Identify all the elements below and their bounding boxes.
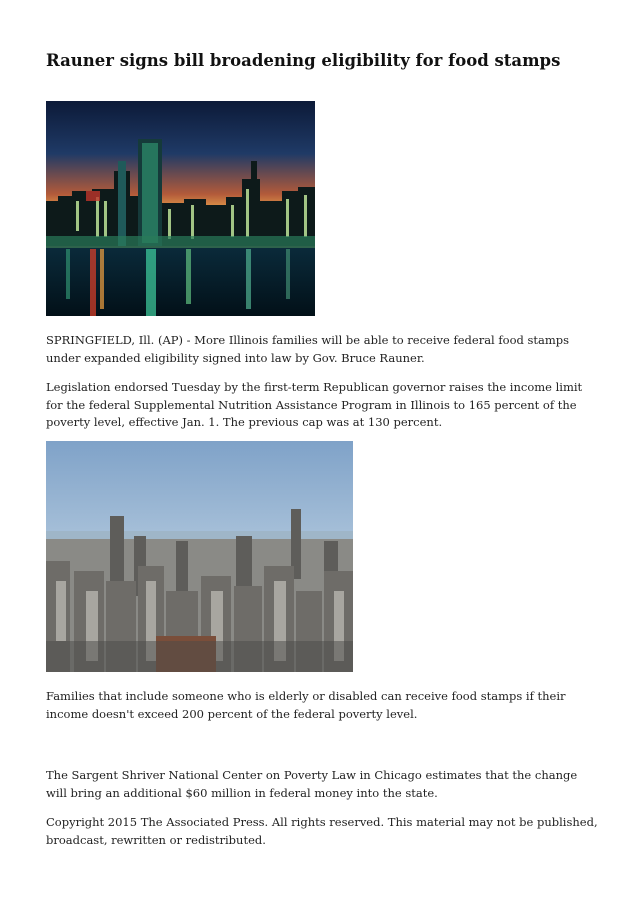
- paragraph: SPRINGFIELD, Ill. (AP) - More Illinois families will be able to receive federal food stamps under expanded eligibility signed into law by Gov. Bruce Rauner.: [46, 333, 570, 365]
- chicago-aerial-day-photo: [46, 441, 353, 672]
- paragraph: Legislation endorsed Tuesday by the first-term Republican governor raises the income limit for the federal Supplemental Nutrition Assistance Program in Illinois to 165 percent of the poverty level, effective Jan. 1. The previous cap was at 130 percent.: [46, 380, 583, 429]
- paragraph: Families that include someone who is elderly or disabled can receive food stamps if their income doesn't exceed 200 percent of the federal poverty level.: [46, 689, 566, 721]
- article-title: Rauner signs bill broadening eligibility for food stamps: [46, 51, 561, 70]
- paragraph: The Sargent Shriver National Center on Poverty Law in Chicago estimates that the change will bring an additional $60 million in federal money into the state.: [46, 768, 578, 800]
- paragraph: Copyright 2015 The Associated Press. All rights reserved. This material may not be published, broadcast, rewritten or redistributed.: [46, 815, 598, 847]
- chicago-skyline-night-photo: [46, 101, 315, 316]
